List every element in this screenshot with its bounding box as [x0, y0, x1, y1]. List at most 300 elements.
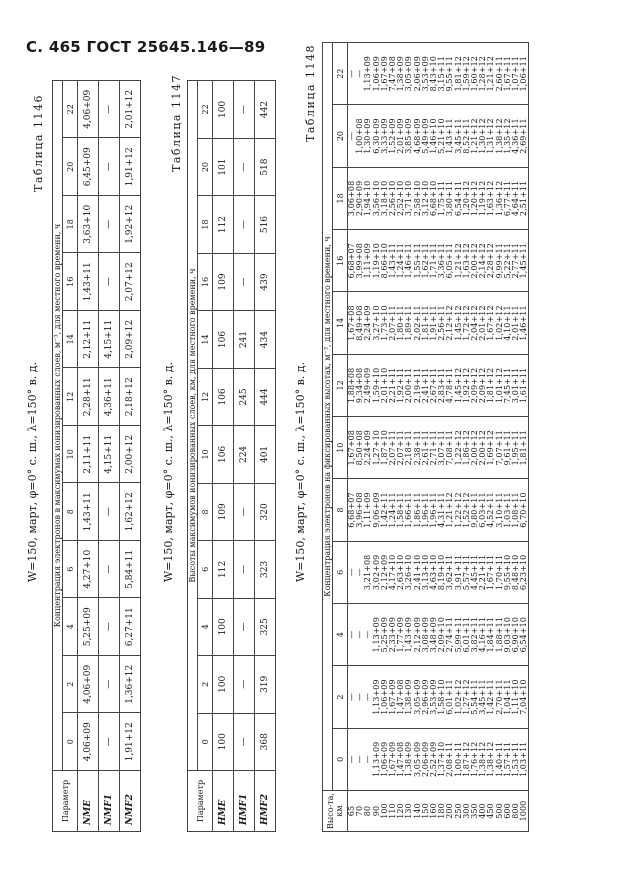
concentration-value: 1,69+12	[486, 430, 496, 466]
hour-0: 0	[63, 713, 78, 771]
concentration-value: 2,24+09	[363, 305, 373, 341]
concentration-value: 3,33+09	[379, 118, 389, 154]
hour-6: 6	[333, 541, 348, 603]
concentration-value: —	[347, 755, 356, 764]
concentration-value: 1,21+12	[486, 56, 496, 92]
height-value: 120	[396, 803, 406, 819]
hour-14: 14	[63, 311, 78, 369]
concentration-value: 2,61+11	[420, 430, 430, 466]
concentration-value: 8,49+08	[355, 305, 365, 341]
group-header: Высоты максимумов ионизированных слоев, км, для местного времени, ч	[188, 81, 198, 771]
concentration-value: 3,01+11	[511, 367, 521, 404]
concentration-value: —	[355, 69, 365, 78]
value-cell: 106	[213, 311, 234, 368]
concentration-value: 1,67+09	[388, 741, 398, 778]
concentration-value: 3,45+11	[478, 679, 488, 715]
concentration-value: 7,04+10	[519, 679, 529, 715]
concentration-value: 1,03+11	[502, 492, 512, 528]
concentration-value: 6,01+11	[445, 679, 455, 715]
concentration-value: 1,04+11	[502, 679, 512, 715]
concentration-value: —	[347, 69, 356, 78]
hour-0: 0	[198, 713, 213, 770]
value-cell: 1,43+11	[78, 483, 99, 541]
table-1147-label: Таблица 1147	[170, 74, 183, 172]
value-cell: 4,06+09	[78, 656, 99, 714]
concentration-value: 2,21+11	[388, 367, 398, 404]
hour-18: 18	[333, 167, 348, 229]
value-cell: 518	[255, 138, 276, 195]
hour-20: 20	[63, 138, 78, 196]
concentration-value: 1,57+11	[502, 741, 512, 778]
concentration-value: 4,64+11	[511, 180, 521, 217]
concentration-value: 2,12+09	[412, 616, 422, 653]
value-cell: —	[234, 541, 255, 598]
concentration-value: 1,61+11	[519, 367, 529, 404]
concentration-value: 2,63+10	[396, 554, 406, 591]
concentration-value: 6,54+10	[519, 616, 529, 653]
hour-column-4	[348, 604, 529, 666]
concentration-value: 1,67+08	[347, 430, 356, 466]
hour-8: 8	[63, 483, 78, 541]
table-row	[255, 81, 276, 832]
concentration-value: 4,45+11	[470, 554, 480, 591]
concentration-value: 2,12+12	[445, 305, 455, 341]
concentration-value: 3,21+08	[363, 554, 373, 591]
concentration-value: 1,38+12	[478, 741, 488, 778]
value-cell: —	[99, 138, 120, 196]
concentration-value: 2,58+10	[412, 180, 422, 217]
value-cell: —	[99, 713, 120, 771]
concentration-value: 1,59+10	[371, 367, 381, 404]
concentration-value: 3,71+10	[404, 180, 414, 217]
concentration-value: 1,92+11	[396, 367, 406, 404]
concentration-value: 1,55+11	[412, 243, 422, 279]
concentration-value: 4,78+11	[445, 367, 455, 404]
param-name: HMF2	[255, 771, 276, 832]
value-cell: —	[234, 253, 255, 310]
hour-10: 10	[63, 426, 78, 484]
concentration-value: 6,90+10	[511, 616, 521, 653]
concentration-value: 3,53+09	[420, 56, 430, 92]
concentration-value: 1,95+11	[511, 430, 521, 466]
concentration-value: 2,74+11	[445, 616, 455, 653]
hour-2: 2	[198, 656, 213, 713]
concentration-value: 1,63+12	[486, 180, 496, 217]
concentration-value: 1,67+11	[502, 56, 512, 92]
concentration-value: 1,89+11	[404, 305, 414, 341]
concentration-value: 1,06+09	[371, 56, 381, 92]
concentration-value: 2,00+12	[478, 430, 488, 466]
concentration-value: 1,91+11	[429, 305, 439, 341]
concentration-value: 9,55+11	[445, 56, 455, 92]
concentration-value: 1,38+09	[404, 679, 414, 715]
concentration-value: 1,40+11	[494, 741, 504, 778]
concentration-value: 1,08+11	[511, 492, 521, 528]
value-cell: 2,11+11	[78, 426, 99, 484]
concentration-value: 1,43+09	[404, 616, 414, 653]
value-cell: 112	[213, 541, 234, 598]
value-cell: 368	[255, 713, 276, 770]
page-header: С. 465 ГОСТ 25645.146—89	[26, 38, 266, 56]
hour-22: 22	[333, 43, 348, 105]
value-cell: 434	[255, 311, 276, 368]
table-1146	[52, 80, 141, 832]
concentration-value: 1,67+12	[486, 305, 496, 341]
value-cell: —	[99, 253, 120, 311]
concentration-value: —	[347, 132, 356, 141]
concentration-value: 1,42+11	[379, 492, 389, 528]
concentration-value: 2,83+11	[437, 367, 447, 404]
concentration-value: 1,43+11	[445, 118, 455, 154]
concentration-value: 1,22+12	[453, 430, 463, 466]
concentration-value: 1,43+11	[388, 243, 398, 279]
hour-18: 18	[63, 196, 78, 254]
param-name: NMF1	[99, 771, 120, 832]
height-value: 200	[445, 803, 455, 819]
value-cell: 101	[213, 138, 234, 195]
hour-22: 22	[63, 81, 78, 139]
hour-2: 2	[63, 656, 78, 714]
concentration-value: 3,56+10	[371, 180, 381, 217]
height-value: 250	[453, 803, 463, 819]
concentration-value: 1,87+10	[379, 430, 389, 466]
height-value: 600	[502, 803, 512, 819]
table-1147	[187, 80, 276, 832]
concentration-value: 2,38+11	[412, 430, 422, 466]
value-cell: 2,00+12	[120, 426, 141, 484]
concentration-value: 1,46+11	[404, 243, 414, 279]
hour-column-16	[348, 230, 529, 292]
concentration-value: 5,99+11	[453, 616, 463, 653]
concentration-value: 5,25+09	[379, 616, 389, 653]
value-cell: —	[99, 81, 120, 139]
concentration-value: 6,77+11	[502, 180, 512, 217]
hour-column-12	[348, 354, 529, 416]
concentration-value: 1,27+12	[461, 679, 471, 715]
concentration-value: 1,46+11	[519, 305, 529, 341]
value-cell: 2,01+12	[120, 81, 141, 139]
concentration-value: 1,45+11	[519, 243, 529, 279]
concentration-value: 1,42+11	[486, 679, 496, 715]
value-cell: 4,27+10	[78, 541, 99, 599]
concentration-value: 1,38+12	[494, 118, 504, 154]
concentration-value: 1,67+08	[347, 305, 356, 341]
hour-14: 14	[333, 292, 348, 354]
value-cell: 4,36+11	[99, 368, 120, 426]
value-cell: 4,06+09	[78, 81, 99, 139]
table-row	[120, 81, 141, 832]
value-cell: —	[234, 196, 255, 253]
height-value: 800	[511, 803, 521, 819]
param-name: HMF1	[234, 771, 255, 832]
table-row	[213, 81, 234, 832]
group-header: Концентрация электронов в максимумах ионизированных слоев, м⁻³, для местного времени, ч	[53, 81, 63, 771]
height-value: 65	[347, 805, 356, 817]
concentration-value: 6,03+11	[478, 492, 488, 528]
concentration-value: 7,08+11	[445, 430, 455, 466]
concentration-value: —	[355, 568, 365, 577]
concentration-value: 1,47+08	[396, 741, 406, 778]
concentration-value: 2,06+09	[412, 56, 422, 92]
concentration-value: 1,13+09	[371, 616, 381, 653]
value-cell: —	[234, 483, 255, 540]
concentration-value: 1,11+09	[363, 492, 373, 528]
concentration-value: 4,63+10	[429, 554, 439, 591]
value-cell: 325	[255, 598, 276, 655]
param-name: NMF2	[120, 771, 141, 832]
concentration-value: 1,81+11	[420, 305, 430, 341]
value-cell: 1,62+12	[120, 483, 141, 541]
concentration-value: 8,48+10	[511, 554, 521, 591]
hour-2: 2	[333, 666, 348, 728]
concentration-value: 6,68+07	[347, 243, 356, 279]
concentration-value: 2,33+09	[388, 616, 398, 653]
concentration-value: 4,10+11	[502, 305, 512, 341]
hour-20: 20	[333, 105, 348, 167]
value-cell: 401	[255, 426, 276, 483]
concentration-value: 6,30+09	[371, 118, 381, 154]
concentration-value: 1,63+12	[461, 243, 471, 279]
value-cell: 2,18+12	[120, 368, 141, 426]
concentration-value: 1,19+12	[478, 180, 488, 217]
concentration-value: —	[363, 692, 373, 702]
height-value: 400	[478, 803, 488, 819]
concentration-value: 9,80+11	[470, 492, 480, 528]
hour-column-0	[348, 728, 529, 790]
value-cell: 241	[234, 311, 255, 368]
concentration-value: 1,71+11	[429, 243, 439, 279]
concentration-value: 9,55+10	[502, 554, 512, 591]
height-value: 100	[379, 803, 389, 819]
height-value: 80	[363, 805, 373, 817]
concentration-value: 1,67+09	[388, 679, 398, 715]
concentration-value: 3,12+10	[420, 180, 430, 217]
value-cell: 1,92+12	[120, 196, 141, 254]
concentration-value: 1,81+12	[453, 56, 463, 92]
concentration-value: 1,28+12	[478, 56, 488, 92]
height-value: 1000	[519, 800, 529, 822]
height-value: 300	[461, 803, 471, 819]
hour-6: 6	[63, 541, 78, 599]
concentration-value: 1,13+09	[371, 741, 381, 778]
value-cell: 5,25+09	[78, 598, 99, 656]
concentration-value: 2,07+11	[396, 430, 406, 466]
concentration-value: 3,36+11	[437, 243, 447, 279]
concentration-value: 4,52+11	[486, 492, 496, 528]
table-row	[99, 81, 120, 832]
concentration-value: 7,45+11	[502, 367, 512, 404]
concentration-value: 3,05+09	[404, 56, 414, 92]
hour-column-22	[348, 43, 529, 105]
concentration-value: 2,41+11	[420, 367, 430, 404]
concentration-value: 8,43+10	[429, 56, 439, 92]
concentration-value: 2,07+11	[388, 305, 398, 341]
concentration-value: 1,20+12	[470, 180, 480, 217]
concentration-value: 2,14+12	[478, 243, 488, 279]
concentration-value: 1,77+09	[396, 616, 406, 653]
concentration-value: 1,81+12	[486, 367, 496, 404]
concentration-value: 1,01+12	[494, 367, 504, 404]
concentration-value: 6,01+11	[461, 616, 471, 653]
hours-row	[63, 81, 78, 832]
concentration-value: 1,80+11	[396, 305, 406, 341]
concentration-value: 2,01+10	[379, 367, 389, 404]
height-value: 70	[355, 805, 365, 817]
value-cell: —	[99, 541, 120, 599]
concentration-value: 1,24+11	[388, 492, 398, 528]
concentration-value: 2,00+12	[470, 430, 480, 466]
concentration-value: 3,02+09	[371, 554, 381, 591]
concentration-value: 2,52+09	[429, 741, 439, 778]
concentration-value: 1,13+09	[371, 679, 381, 715]
concentration-value: 1,22+12	[453, 492, 463, 528]
value-cell: 5,84+11	[120, 541, 141, 599]
concentration-value: 2,01+11	[511, 305, 521, 341]
hour-12: 12	[333, 354, 348, 416]
concentration-value: 6,68+10	[429, 180, 439, 217]
value-cell: 4,15+11	[99, 426, 120, 484]
concentration-value: 1,86+11	[412, 492, 422, 528]
value-cell: 109	[213, 253, 234, 310]
value-cell: —	[234, 713, 255, 770]
concentration-value: 1,13+09	[363, 56, 373, 92]
concentration-value: 3,08+09	[420, 616, 430, 653]
concentration-value: 3,18+10	[379, 180, 389, 217]
concentration-value: 3,45+11	[453, 118, 463, 154]
concentration-value: 3,53+09	[429, 679, 439, 715]
concentration-value: —	[347, 692, 356, 702]
concentration-value: 1,96+11	[420, 492, 430, 528]
value-cell: 106	[213, 368, 234, 425]
rows	[213, 81, 276, 832]
concentration-value: 2,71+11	[429, 430, 439, 466]
concentration-value: 3,48+09	[429, 616, 439, 653]
concentration-value: 4,17+10	[388, 554, 398, 591]
heights-cell	[348, 791, 529, 832]
height-value: 110	[388, 803, 398, 819]
concentration-value: 1,21+12	[470, 118, 480, 154]
concentration-value: 9,99+11	[494, 243, 504, 279]
concentration-value: 2,56+10	[388, 180, 398, 217]
concentration-value: 2,69+11	[519, 118, 529, 154]
table-1147-caption: W=150, март, φ=0° с. ш., λ=150° в. д.	[162, 361, 175, 583]
concentration-value: —	[347, 630, 356, 639]
concentration-value: 3,82+11	[470, 616, 480, 653]
concentration-value: 7,07+11	[494, 430, 504, 466]
hour-4: 4	[198, 598, 213, 655]
value-cell: 100	[213, 598, 234, 655]
concentration-value: 1,36+12	[494, 180, 504, 217]
concentration-value: 1,07+11	[511, 56, 521, 92]
height-header: Высо-та, км	[323, 791, 348, 832]
hour-column-20	[348, 105, 529, 167]
value-cell: 4,15+11	[99, 311, 120, 369]
table-1146-label: Таблица 1146	[32, 94, 45, 192]
concentration-value: 1,19+10	[371, 243, 381, 279]
hours-row	[198, 81, 213, 832]
hour-16: 16	[63, 253, 78, 311]
value-cell: 1,43+11	[78, 253, 99, 311]
concentration-value: 1,67+09	[379, 56, 389, 92]
concentration-value: 2,19+11	[412, 367, 422, 404]
table-1146-caption-visible: W=150, март, φ=0° с. ш., λ=150° в. д.	[26, 361, 39, 583]
concentration-value: 1,66+11	[404, 492, 414, 528]
concentration-value: 3,27+10	[371, 305, 381, 341]
hour-column-8	[348, 479, 529, 541]
hour-10: 10	[333, 417, 348, 479]
hour-12: 12	[198, 368, 213, 425]
concentration-value: 1,53+11	[511, 741, 521, 778]
height-value: 350	[470, 803, 480, 819]
concentration-value: 1,35+12	[502, 118, 512, 154]
concentration-value: 2,96+09	[420, 679, 430, 715]
hour-0: 0	[333, 728, 348, 790]
concentration-value: 1,52+12	[461, 492, 471, 528]
value-cell: 100	[213, 81, 234, 139]
concentration-value: 3,10+11	[494, 492, 504, 528]
concentration-value: 1,45+12	[453, 367, 463, 404]
concentration-value: 1,72+12	[461, 305, 471, 341]
concentration-value: 9,34+08	[355, 367, 365, 404]
value-cell: 323	[255, 541, 276, 598]
value-cell: —	[99, 656, 120, 714]
concentration-value: 1,88+11	[494, 616, 504, 653]
concentration-value: —	[363, 630, 373, 639]
concentration-value: 1,67+11	[486, 554, 496, 591]
concentration-value: 5,21+10	[437, 118, 447, 154]
value-cell: —	[234, 656, 255, 713]
concentration-value: 1,38+09	[396, 56, 406, 92]
concentration-value: 2,02+11	[412, 305, 422, 341]
value-cell: 516	[255, 196, 276, 253]
value-cell: —	[99, 196, 120, 254]
height-value: 450	[486, 803, 496, 819]
concentration-value: 8,50+08	[355, 430, 365, 466]
param-header: Параметр	[188, 771, 213, 832]
concentration-value: 2,60+11	[494, 56, 504, 92]
height-value: 140	[412, 803, 422, 819]
concentration-value: 3,85+09	[404, 118, 414, 154]
concentration-value: 2,77+11	[511, 243, 521, 279]
concentration-value: 2,49+09	[363, 367, 373, 404]
value-cell: 320	[255, 483, 276, 540]
concentration-value: 2,00+11	[404, 367, 414, 404]
concentration-value: 3,26+10	[404, 554, 414, 591]
concentration-value: 9,06+09	[371, 492, 381, 528]
value-cell: 439	[255, 253, 276, 310]
value-cell: 2,28+11	[78, 368, 99, 426]
hour-12: 12	[63, 368, 78, 426]
hour-4: 4	[63, 598, 78, 656]
concentration-value: 7,47+08	[388, 56, 398, 92]
concentration-value: 1,21+12	[453, 243, 463, 279]
concentration-value: 3,62+11	[445, 554, 455, 591]
param-name: HME	[213, 771, 234, 832]
concentration-value: 1,59+12	[461, 56, 471, 92]
hour-column-18	[348, 167, 529, 229]
concentration-value: 1,27+10	[371, 430, 381, 466]
value-cell: 106	[213, 426, 234, 483]
rows	[78, 81, 141, 832]
hour-16: 16	[198, 253, 213, 310]
hour-22: 22	[198, 81, 213, 139]
hour-14: 14	[198, 311, 213, 368]
concentration-value: 2,12+09	[379, 554, 389, 591]
concentration-value: 2,52+10	[396, 180, 406, 217]
concentration-value: 6,70+10	[519, 492, 529, 528]
concentration-value: 1,46+10	[429, 118, 439, 154]
concentration-value: 1,58+10	[437, 679, 447, 715]
